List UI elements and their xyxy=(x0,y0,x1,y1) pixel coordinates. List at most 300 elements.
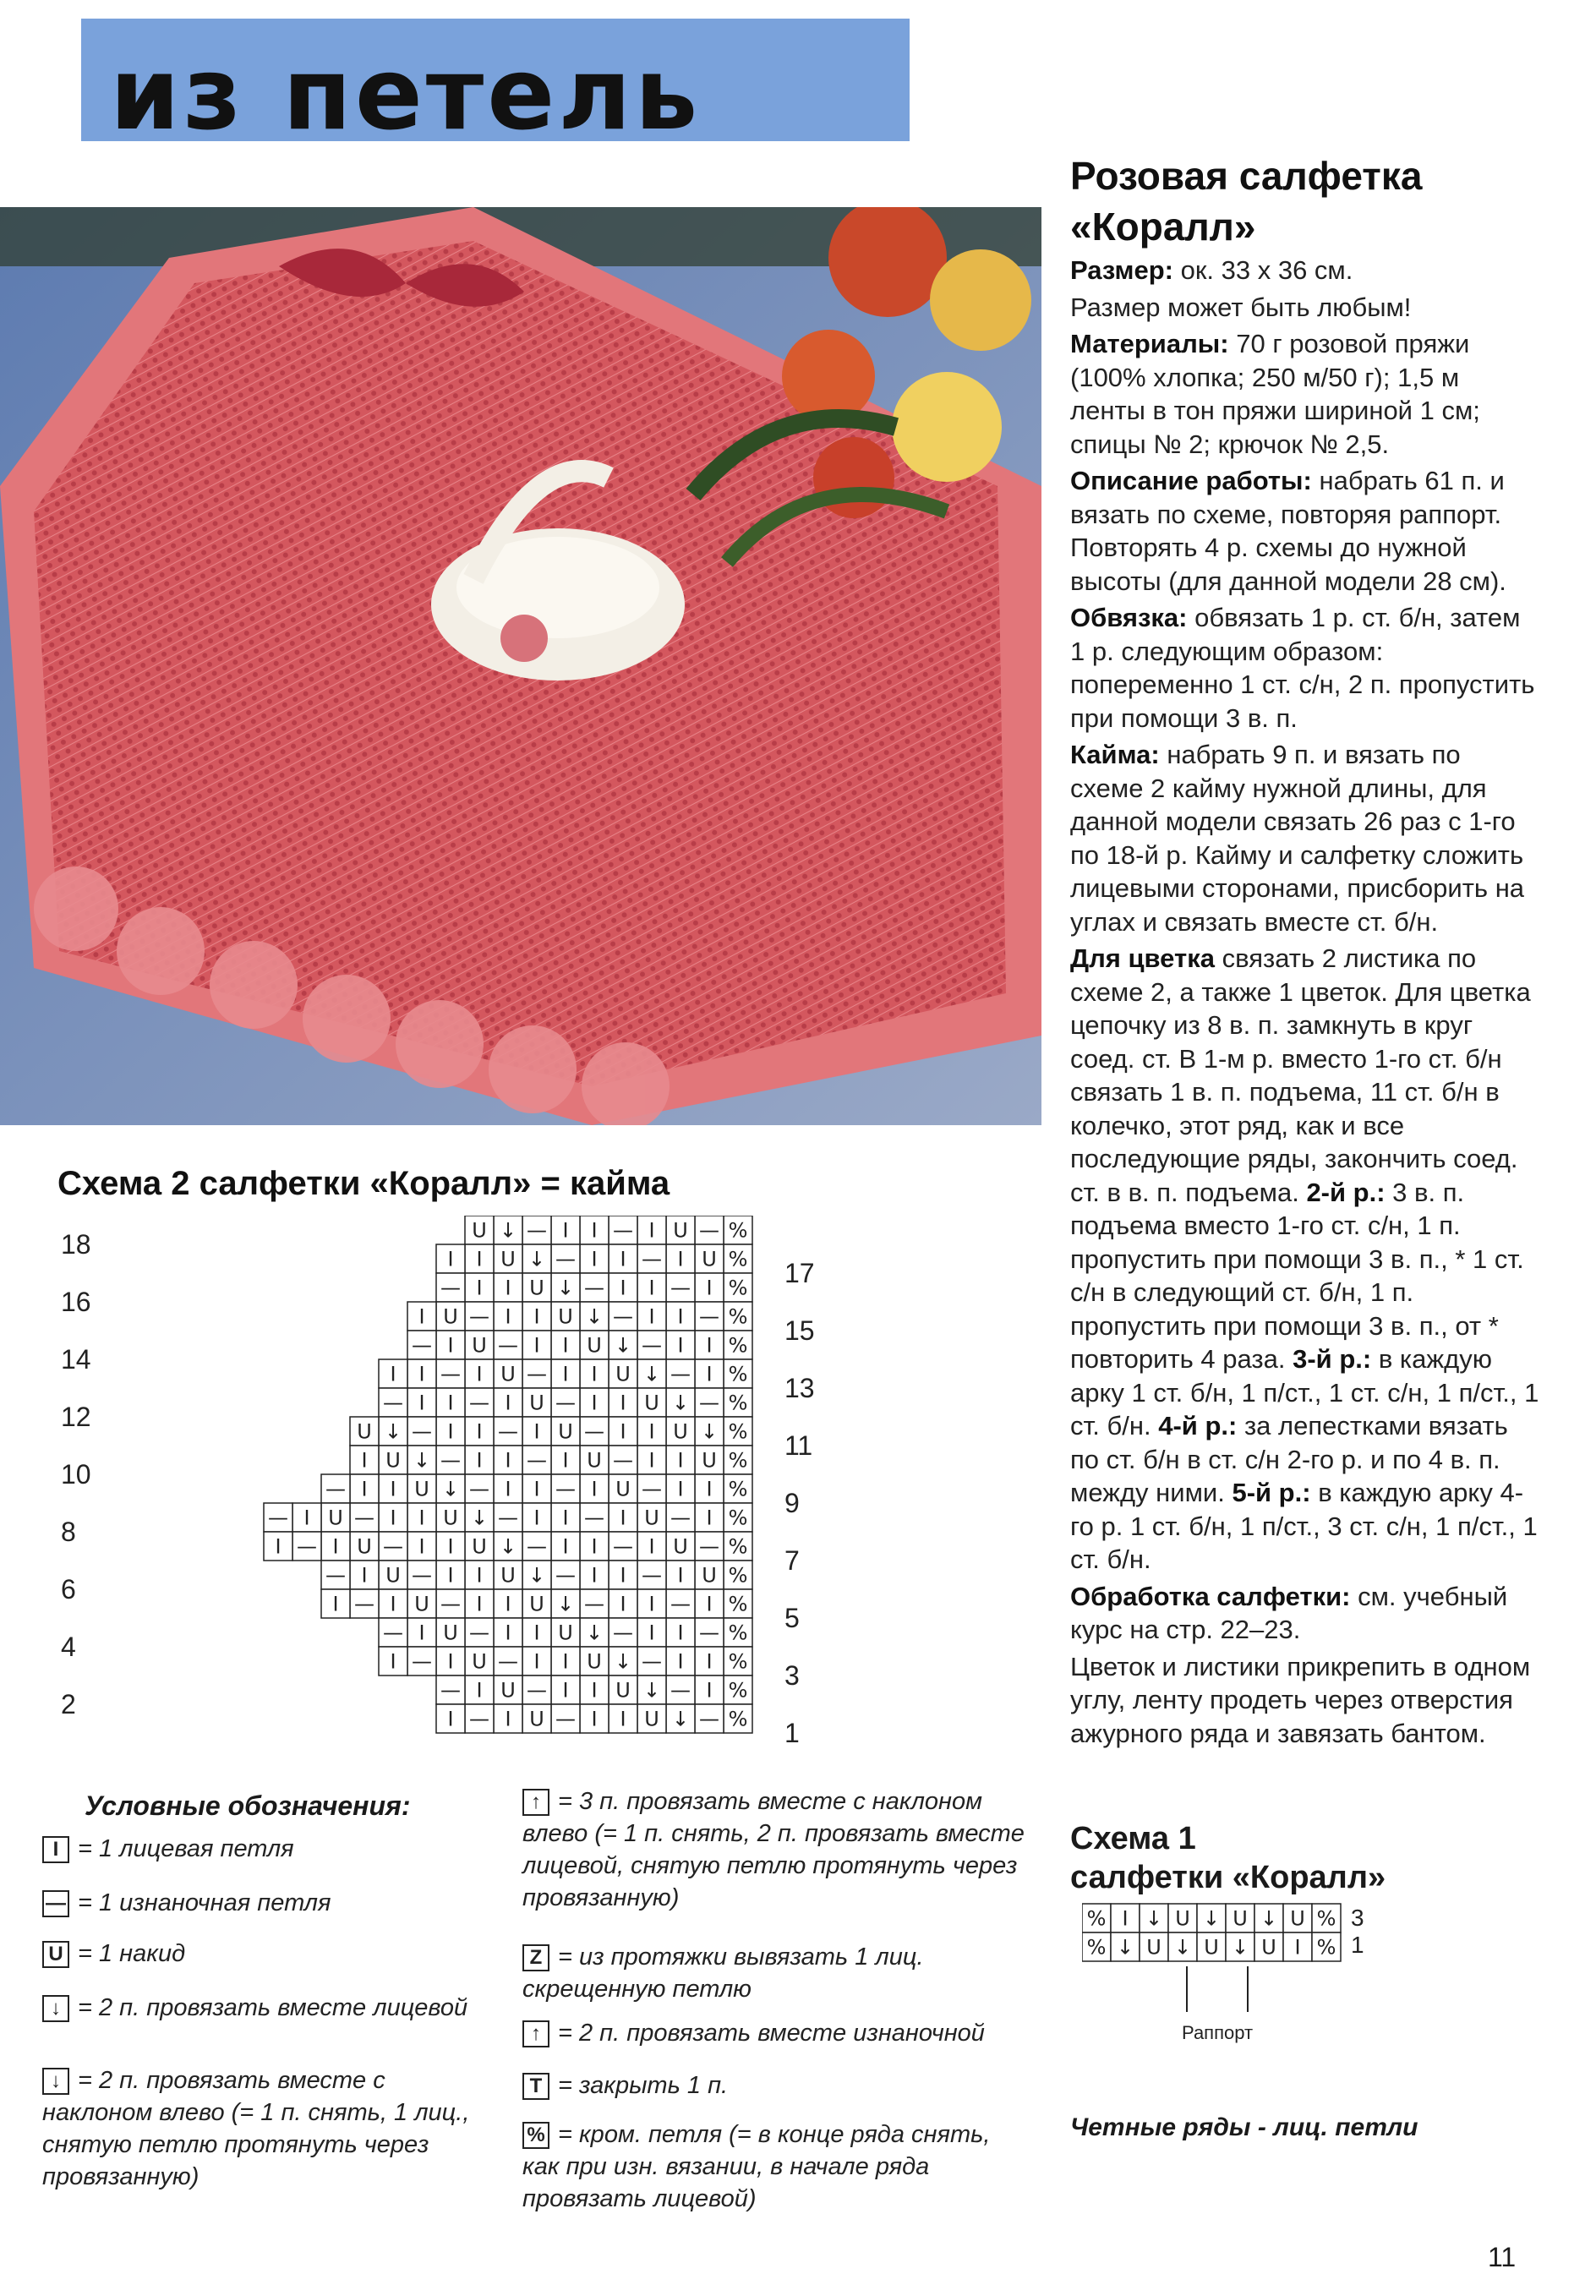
scheme2-cell-symbol: % xyxy=(728,1477,748,1501)
scheme2-cell-symbol: U xyxy=(587,1448,602,1473)
row2-value: 3 в. п. подъема вместо 1-го ст. с/н, 1 п. пропустить при помощи 3 в. п., * 1 ст. с/н в следующий ст. б/н, 1 п. пропустить при помощи 3 в. п., от * повторить 4 раза. xyxy=(1070,1177,1524,1374)
scheme1-cell-symbol: % xyxy=(1316,1906,1336,1931)
scheme2-cell-symbol: I xyxy=(533,1621,540,1645)
scheme2-cell-symbol: I xyxy=(562,1448,569,1473)
scheme2-cell-symbol: I xyxy=(390,1649,396,1674)
scheme2-cell-symbol: — xyxy=(354,1592,374,1616)
scheme2-cell-symbol: U xyxy=(357,1534,372,1559)
scheme2-cell-symbol: ↓ xyxy=(700,1419,719,1444)
scheme2-cell-symbol: — xyxy=(527,1448,547,1473)
scheme2-cell-symbol: U xyxy=(529,1592,544,1616)
scheme2-cell-symbol: I xyxy=(476,1678,483,1703)
materials-value: 70 г розовой пряжи (100% хлопка; 250 м/50 г); 1,5 м ленты в тон пряжи шириной 1 см; спицы № 2; крючок № 2,5. xyxy=(1070,329,1480,459)
scheme2-cell-symbol: I xyxy=(303,1506,310,1530)
scheme2-cell-symbol: U xyxy=(328,1506,343,1530)
rapport-label: Раппорт xyxy=(1182,2022,1254,2043)
scheme1-cell-symbol: % xyxy=(1086,1906,1107,1931)
scheme2-cell-symbol: I xyxy=(677,1621,684,1645)
scheme2-row-label: 12 xyxy=(61,1402,91,1432)
scheme2-cell-symbol: I xyxy=(620,1592,626,1616)
scheme1-cell-symbol: U xyxy=(1290,1906,1305,1931)
row4-value: за лепестками вязать по ст. б/н в ст. с/н 2-го р. и по 4 в. п. между ними. xyxy=(1070,1411,1508,1507)
scheme1-grid xyxy=(1082,1902,1369,2046)
edging-paragraph xyxy=(1070,601,1540,735)
scheme2-row-label: 10 xyxy=(61,1459,91,1490)
scheme2-cell-symbol: I xyxy=(418,1391,425,1415)
scheme2-row-label: 6 xyxy=(61,1574,76,1604)
scheme2-cell-symbol: U xyxy=(385,1448,401,1473)
scheme2-cell-symbol: — xyxy=(440,1678,461,1703)
scheme2-cell-symbol: I xyxy=(505,1304,511,1329)
scheme2-cell-symbol: I xyxy=(361,1477,368,1501)
legend-item xyxy=(42,1938,482,1970)
scheme2-cell-symbol: — xyxy=(584,1506,604,1530)
edging-label: Обвязка: xyxy=(1070,603,1188,632)
scheme2-cell-symbol: I xyxy=(648,1218,655,1243)
scheme2-cell-symbol: — xyxy=(440,1276,461,1300)
scheme2-cell-symbol: % xyxy=(728,1621,748,1645)
article-body xyxy=(1070,254,1540,1753)
scheme2-cell-symbol: ↓ xyxy=(671,1707,690,1731)
legend-text: = 1 изнаночная петля xyxy=(78,1889,331,1916)
legend-text: = 2 п. провязать вместе изнаночной xyxy=(558,2020,985,2047)
article-title-line2: «Коралл» xyxy=(1070,205,1256,249)
flower-paragraph xyxy=(1070,942,1540,1577)
scheme2-row-label: 15 xyxy=(784,1315,815,1346)
scheme2-cell-symbol: I xyxy=(533,1304,540,1329)
scheme2-cell-symbol: ↓ xyxy=(527,1563,546,1588)
scheme2-cell-symbol: % xyxy=(728,1592,748,1616)
scheme2-cell-symbol: U xyxy=(443,1506,458,1530)
scheme2-cell-symbol: — xyxy=(469,1477,489,1501)
scheme2-cell-symbol: U xyxy=(702,1448,717,1473)
scheme2-cell-symbol: I xyxy=(390,1506,396,1530)
scheme2-cell-symbol: — xyxy=(555,1391,576,1415)
scheme2-cell-symbol: ↓ xyxy=(499,1534,517,1559)
scheme2-cell-symbol: I xyxy=(591,1218,598,1243)
scheme2-cell-symbol: — xyxy=(297,1534,317,1559)
scheme2-cell-symbol: U xyxy=(500,1247,516,1271)
scheme2-cell-symbol: I xyxy=(562,1649,569,1674)
legend-symbol-icon: I xyxy=(42,1836,69,1863)
scheme2-cell-symbol: % xyxy=(728,1707,748,1731)
scheme2-cell-symbol: I xyxy=(677,1563,684,1588)
row4-label: 4-й р.: xyxy=(1158,1411,1238,1440)
scheme2-cell-symbol: U xyxy=(500,1678,516,1703)
scheme2-cell-symbol: I xyxy=(648,1448,655,1473)
scheme2-cell-symbol: ↓ xyxy=(585,1304,604,1329)
scheme2-cell-symbol: I xyxy=(476,1419,483,1444)
scheme2-cell-symbol: I xyxy=(562,1534,569,1559)
scheme2-cell-symbol: U xyxy=(558,1304,573,1329)
scheme2-cell-symbol: — xyxy=(699,1621,719,1645)
row5-value: в каждую арку 4-го р. 1 ст. б/н, 1 п/ст., 3 ст. с/н, 1 п/ст., 1 ст. б/н. xyxy=(1070,1478,1538,1574)
scheme1-cell-symbol: ↓ xyxy=(1260,1906,1278,1931)
scheme2-row-label: 2 xyxy=(61,1689,76,1719)
scheme2-cell-symbol: I xyxy=(648,1304,655,1329)
scheme2-cell-symbol: I xyxy=(677,1333,684,1358)
legend-symbol-icon: U xyxy=(42,1941,69,1968)
scheme2-row-label: 13 xyxy=(784,1373,815,1403)
size-paragraph xyxy=(1070,254,1540,287)
scheme1-cell-symbol: I xyxy=(1122,1906,1129,1931)
scheme2-cell-symbol: ↓ xyxy=(642,1362,661,1386)
row2-label: 2-й р.: xyxy=(1306,1177,1386,1207)
scheme2-cell-symbol: — xyxy=(412,1419,432,1444)
scheme2-cell-symbol: — xyxy=(469,1707,489,1731)
scheme2-cell-symbol: U xyxy=(414,1477,429,1501)
scheme2-cell-symbol: I xyxy=(562,1506,569,1530)
scheme2-cell-symbol: I xyxy=(648,1276,655,1300)
size-note: Размер может быть любым! xyxy=(1070,292,1412,322)
scheme2-cell-symbol: I xyxy=(620,1419,626,1444)
scheme2-cell-symbol: I xyxy=(706,1276,713,1300)
scheme2-cell-symbol: % xyxy=(728,1391,748,1415)
section-title: из петель xyxy=(110,36,702,152)
scheme2-cell-symbol: % xyxy=(728,1304,748,1329)
scheme2-cell-symbol: I xyxy=(476,1247,483,1271)
scheme1-cell-symbol: ↓ xyxy=(1145,1906,1163,1931)
scheme2-cell-symbol: — xyxy=(469,1391,489,1415)
scheme2-cell-symbol: % xyxy=(728,1649,748,1674)
scheme2-cell-symbol: — xyxy=(699,1534,719,1559)
finish-note: Цветок и листики прикрепить в одном углу, ленту продеть через отверстия ажурного ряда и завязать бантом. xyxy=(1070,1651,1531,1748)
scheme1-row-bottom-label: 1 xyxy=(1351,1932,1364,1958)
scheme2-cell-symbol: — xyxy=(383,1621,403,1645)
legend-item xyxy=(522,2069,1030,2102)
scheme2-cell-symbol: I xyxy=(361,1563,368,1588)
scheme2-cell-symbol: % xyxy=(728,1506,748,1530)
scheme2-cell-symbol: ↓ xyxy=(556,1276,575,1300)
scheme2-cell-symbol: I xyxy=(505,1276,511,1300)
scheme2-cell-symbol: — xyxy=(268,1506,288,1530)
row5-label: 5-й р.: xyxy=(1232,1478,1311,1507)
scheme2-cell-symbol: I xyxy=(505,1448,511,1473)
border-label: Кайма: xyxy=(1070,740,1160,769)
scheme2-cell-symbol: — xyxy=(613,1621,633,1645)
scheme2-cell-symbol: — xyxy=(613,1448,633,1473)
scheme2-cell-symbol: I xyxy=(648,1419,655,1444)
scheme2-cell-symbol: U xyxy=(472,1534,487,1559)
scheme2-cell-symbol: I xyxy=(476,1362,483,1386)
scheme2-cell-symbol: I xyxy=(533,1333,540,1358)
legend-symbol-icon: ↑ xyxy=(522,1789,549,1816)
scheme2-cell-symbol: — xyxy=(584,1419,604,1444)
scheme2-cell-symbol: ↓ xyxy=(384,1419,402,1444)
scheme2-cell-symbol: — xyxy=(412,1563,432,1588)
scheme2-cell-symbol: — xyxy=(440,1448,461,1473)
legend-item xyxy=(42,1833,482,1865)
scheme2-cell-symbol: I xyxy=(533,1649,540,1674)
scheme2-cell-symbol: U xyxy=(472,1218,487,1243)
scheme2-cell-symbol: U xyxy=(529,1707,544,1731)
legend-symbol-icon: T xyxy=(522,2073,549,2100)
legend-symbol-icon: — xyxy=(42,1890,69,1917)
scheme2-cell-symbol: — xyxy=(670,1678,691,1703)
legend-text: = 2 п. провязать вместе с наклоном влево (= 1 п. снять, 1 лиц., снятую петлю протянуть через провязанную) xyxy=(42,2067,470,2190)
border-paragraph xyxy=(1070,738,1540,938)
scheme2-cell-symbol: I xyxy=(476,1276,483,1300)
scheme2-cell-symbol: — xyxy=(555,1477,576,1501)
scheme1-cell-symbol: ↓ xyxy=(1116,1935,1134,1960)
scheme2-cell-symbol: — xyxy=(440,1362,461,1386)
legend-symbol-icon: % xyxy=(522,2122,549,2149)
scheme2-cell-symbol: I xyxy=(505,1391,511,1415)
scheme2-cell-symbol: — xyxy=(555,1563,576,1588)
scheme2-cell-symbol: I xyxy=(390,1362,396,1386)
flower-value: связать 2 листика по схеме 2, а также 1 цветок. Для цветка цепочку из 8 в. п. замкнуть в круг соед. ст. В 1-м р. вместо 1-го ст. б/н связать 1 в. п. подъема, 11 ст. б/н в колечко, этот ряд, как и все последующие ряды, закончить соед. ст. в в. п. подъема. xyxy=(1070,943,1531,1207)
scheme2-cell-symbol: — xyxy=(527,1362,547,1386)
scheme1-cell-symbol: U xyxy=(1204,1935,1219,1960)
scheme2-cell-symbol: % xyxy=(728,1534,748,1559)
scheme2-cell-symbol: % xyxy=(728,1362,748,1386)
scheme2-row-label: 3 xyxy=(784,1660,800,1691)
legend-title: Условные обозначения: xyxy=(85,1790,411,1821)
scheme2-cell-symbol: — xyxy=(670,1276,691,1300)
scheme2-cell-symbol: — xyxy=(440,1592,461,1616)
legend-symbol-icon: ↑ xyxy=(522,2020,549,2047)
scheme2-cell-symbol: — xyxy=(584,1276,604,1300)
scheme1-cell-symbol: U xyxy=(1261,1935,1276,1960)
scheme2-cell-symbol: I xyxy=(620,1391,626,1415)
legend-symbol-icon: ↓ xyxy=(42,2068,69,2095)
size-value: ок. 33 х 36 см. xyxy=(1180,255,1353,285)
scheme2-cell-symbol: U xyxy=(500,1362,516,1386)
scheme2-cell-symbol: I xyxy=(390,1477,396,1501)
scheme2-cell-symbol: U xyxy=(587,1333,602,1358)
scheme2-cell-symbol: I xyxy=(591,1247,598,1271)
materials-paragraph xyxy=(1070,327,1540,461)
flower-label: Для цветка xyxy=(1070,943,1215,973)
scheme2-cell-symbol: — xyxy=(613,1534,633,1559)
scheme2-cell-symbol: ↓ xyxy=(614,1649,632,1674)
doily-photo xyxy=(0,207,1041,1125)
scheme1-title-line2: салфетки «Коралл» xyxy=(1070,1860,1386,1895)
scheme2-cell-symbol: I xyxy=(706,1678,713,1703)
finish-value: см. учебный курс на стр. 22–23. xyxy=(1070,1581,1508,1644)
scheme2-cell-symbol: I xyxy=(505,1621,511,1645)
scheme2-cell-symbol: — xyxy=(642,1477,662,1501)
scheme2-cell-symbol: — xyxy=(670,1506,691,1530)
scheme2-cell-symbol: U xyxy=(587,1649,602,1674)
scheme2-cell-symbol: U xyxy=(644,1506,659,1530)
scheme2-cell-symbol: I xyxy=(706,1506,713,1530)
scheme2-cell-symbol: — xyxy=(469,1621,489,1645)
scheme2-cell-symbol: — xyxy=(469,1304,489,1329)
scheme2-cell-symbol: U xyxy=(673,1534,688,1559)
scheme2-cell-symbol: I xyxy=(447,1419,454,1444)
scheme2-cell-symbol: % xyxy=(728,1448,748,1473)
scheme2-cell-symbol: U xyxy=(644,1391,659,1415)
scheme2-cell-symbol: I xyxy=(533,1477,540,1501)
scheme2-cell-symbol: I xyxy=(706,1477,713,1501)
scheme2-cell-symbol: I xyxy=(677,1304,684,1329)
scheme2-cell-symbol: I xyxy=(505,1477,511,1501)
work-paragraph xyxy=(1070,464,1540,598)
scheme2-cell-symbol: U xyxy=(673,1419,688,1444)
scheme2-cell-symbol: — xyxy=(383,1391,403,1415)
scheme2-cell-symbol: % xyxy=(728,1218,748,1243)
scheme2-row-label: 17 xyxy=(784,1258,815,1288)
scheme2-cell-symbol: I xyxy=(332,1534,339,1559)
scheme2-cell-symbol: I xyxy=(591,1678,598,1703)
scheme2-cell-symbol: — xyxy=(412,1649,432,1674)
row3-label: 3-й р.: xyxy=(1293,1344,1372,1374)
border-value: набрать 9 п. и вязать по схеме 2 кайму нужной длины, для данной модели связать 26 раз с 1-го по 18-й р. Кайму и салфетку сложить лицевыми сторонами, присборить на углах и связать вместе ст. б/н. xyxy=(1070,740,1525,937)
scheme1-cell-symbol: U xyxy=(1175,1906,1190,1931)
finish-paragraph xyxy=(1070,1580,1540,1647)
scheme2-cell-symbol: — xyxy=(498,1649,518,1674)
scheme2-cell-symbol: I xyxy=(447,1333,454,1358)
scheme2-cell-symbol: I xyxy=(591,1563,598,1588)
legend-symbol-icon: ↓ xyxy=(42,1995,69,2022)
scheme2-grid xyxy=(127,1216,769,1740)
scheme2-cell-symbol: I xyxy=(447,1707,454,1731)
scheme2-cell-symbol: I xyxy=(361,1448,368,1473)
scheme2-cell-symbol: — xyxy=(354,1506,374,1530)
scheme2-cell-symbol: I xyxy=(447,1247,454,1271)
scheme2-cell-symbol: — xyxy=(527,1218,547,1243)
scheme2-cell-symbol: U xyxy=(529,1391,544,1415)
legend-text: = 2 п. провязать вместе лицевой xyxy=(78,1994,468,2021)
scheme2-cell-symbol: — xyxy=(325,1563,346,1588)
scheme2-cell-symbol: U xyxy=(472,1649,487,1674)
scheme2-cell-symbol: U xyxy=(702,1563,717,1588)
scheme2-cell-symbol: I xyxy=(677,1247,684,1271)
scheme1-cell-symbol: % xyxy=(1086,1935,1107,1960)
scheme1-row-top-label: 3 xyxy=(1351,1905,1364,1931)
scheme1-title xyxy=(1070,1819,1386,1897)
scheme2-cell-symbol: U xyxy=(644,1707,659,1731)
scheme2-cell-symbol: — xyxy=(699,1218,719,1243)
scheme2-row-label: 1 xyxy=(784,1718,800,1748)
legend-item xyxy=(522,2118,1030,2215)
scheme2-cell-symbol: I xyxy=(591,1707,598,1731)
scheme2-cell-symbol: % xyxy=(728,1247,748,1271)
scheme2-cell-symbol: I xyxy=(620,1707,626,1731)
scheme2-cell-symbol: % xyxy=(728,1563,748,1588)
scheme2-cell-symbol: I xyxy=(591,1534,598,1559)
work-value: набрать 61 п. и вязать по схеме, повторяя раппорт. Повторять 4 р. схемы до нужной высоты (для данной модели 28 см). xyxy=(1070,466,1506,596)
scheme2-cell-symbol: — xyxy=(613,1304,633,1329)
scheme2-cell-symbol: I xyxy=(418,1534,425,1559)
scheme2-cell-symbol: I xyxy=(476,1563,483,1588)
scheme2-cell-symbol: I xyxy=(533,1506,540,1530)
legend-text: = 3 п. провязать вместе с наклоном влево (= 1 п. снять, 2 п. провязать вместе лицевой, снятую петлю протянуть через провязанную) xyxy=(522,1788,1025,1911)
scheme2-cell-symbol: U xyxy=(500,1563,516,1588)
scheme2-cell-symbol: I xyxy=(562,1218,569,1243)
scheme2-cell-symbol: U xyxy=(414,1592,429,1616)
page-number: 11 xyxy=(1488,2242,1517,2272)
scheme2-cell-symbol: I xyxy=(505,1707,511,1731)
scheme2-cell-symbol: I xyxy=(591,1477,598,1501)
legend-text: = кром. петля (= в конце ряда снять, как при изн. вязании, в начале ряда провязать лицевой) xyxy=(522,2121,991,2212)
scheme1-cell-symbol: I xyxy=(1294,1935,1301,1960)
legend-text: = из протяжки вывязать 1 лиц. скрещенную петлю xyxy=(522,1943,924,2003)
legend-item xyxy=(522,1785,1030,1914)
scheme2-cell-symbol: U xyxy=(673,1218,688,1243)
scheme2-cell-symbol: % xyxy=(728,1419,748,1444)
scheme2-cell-symbol: I xyxy=(447,1649,454,1674)
scheme2-cell-symbol: % xyxy=(728,1678,748,1703)
scheme2-cell-symbol: I xyxy=(533,1419,540,1444)
scheme2-cell-symbol: I xyxy=(648,1592,655,1616)
scheme2-cell-symbol: I xyxy=(620,1247,626,1271)
scheme2-cell-symbol: I xyxy=(562,1333,569,1358)
scheme2-cell-symbol: I xyxy=(677,1649,684,1674)
scheme2-cell-symbol: U xyxy=(472,1333,487,1358)
scheme2-cell-symbol: I xyxy=(562,1678,569,1703)
scheme1-title-line1: Схема 1 xyxy=(1070,1821,1196,1856)
scheme2-cell-symbol: — xyxy=(642,1563,662,1588)
scheme2-cell-symbol: I xyxy=(706,1362,713,1386)
scheme2-row-label: 16 xyxy=(61,1287,91,1317)
scheme2-cell-symbol: I xyxy=(418,1506,425,1530)
scheme2-cell-symbol: — xyxy=(527,1678,547,1703)
scheme2-cell-symbol: I xyxy=(620,1276,626,1300)
scheme2-cell-symbol: I xyxy=(677,1448,684,1473)
scheme2-cell-symbol: U xyxy=(615,1362,631,1386)
legend-item xyxy=(522,2017,1030,2049)
scheme2-row-label: 9 xyxy=(784,1488,800,1518)
legend-item xyxy=(522,1941,1030,2005)
scheme2-cell-symbol: % xyxy=(728,1276,748,1300)
scheme2-cell-symbol: — xyxy=(527,1534,547,1559)
scheme2-cell-symbol: ↓ xyxy=(556,1592,575,1616)
scheme2-cell-symbol: I xyxy=(476,1592,483,1616)
scheme2-cell-symbol: — xyxy=(670,1592,691,1616)
scheme2-cell-symbol: — xyxy=(642,1247,662,1271)
scheme2-cell-symbol: — xyxy=(555,1247,576,1271)
scheme2-cell-symbol: U xyxy=(443,1621,458,1645)
scheme2-cell-symbol: — xyxy=(699,1391,719,1415)
scheme2-cell-symbol: — xyxy=(699,1707,719,1731)
scheme2-cell-symbol: I xyxy=(706,1592,713,1616)
legend-item xyxy=(42,2064,482,2193)
scheme2-row-label: 4 xyxy=(61,1632,76,1662)
scheme2-cell-symbol: I xyxy=(418,1304,425,1329)
scheme1-cell-symbol: U xyxy=(1146,1935,1161,1960)
legend-symbol-icon: Z xyxy=(522,1944,549,1971)
scheme2-cell-symbol: — xyxy=(325,1477,346,1501)
scheme2-cell-symbol: ↓ xyxy=(642,1678,661,1703)
scheme2-cell-symbol: I xyxy=(447,1534,454,1559)
scheme2-cell-symbol: U xyxy=(558,1621,573,1645)
legend-item xyxy=(42,1887,482,1919)
scheme2-cell-symbol: I xyxy=(648,1534,655,1559)
scheme2-cell-symbol: U xyxy=(443,1304,458,1329)
scheme1-cell-symbol: ↓ xyxy=(1231,1935,1249,1960)
scheme2-cell-symbol: — xyxy=(642,1333,662,1358)
scheme2-cell-symbol: I xyxy=(591,1391,598,1415)
scheme1-cell-symbol: % xyxy=(1316,1935,1336,1960)
scheme2-cell-symbol: U xyxy=(615,1477,631,1501)
scheme2-cell-symbol: % xyxy=(728,1333,748,1358)
row3-value: в каждую арку 1 ст. б/н, 1 п/ст., 1 ст. с/н, 1 п/ст., 1 ст. б/н. xyxy=(1070,1344,1539,1440)
scheme2-cell-symbol: U xyxy=(615,1678,631,1703)
scheme2-title: Схема 2 салфетки «Коралл» = кайма xyxy=(57,1165,670,1202)
work-label: Описание работы: xyxy=(1070,466,1312,495)
scheme2-cell-symbol: — xyxy=(383,1534,403,1559)
scheme2-cell-symbol: I xyxy=(706,1333,713,1358)
edging-value: обвязать 1 р. ст. б/н, затем 1 р. следующим образом: попеременно 1 ст. с/н, 2 п. пропустить при помощи 3 в. п. xyxy=(1070,603,1535,733)
scheme2-cell-symbol: I xyxy=(505,1592,511,1616)
scheme2-cell-symbol: I xyxy=(447,1563,454,1588)
scheme2-cell-symbol: I xyxy=(620,1563,626,1588)
scheme2-cell-symbol: I xyxy=(447,1391,454,1415)
scheme2-cell-symbol: I xyxy=(706,1649,713,1674)
scheme2-cell-symbol: U xyxy=(558,1419,573,1444)
